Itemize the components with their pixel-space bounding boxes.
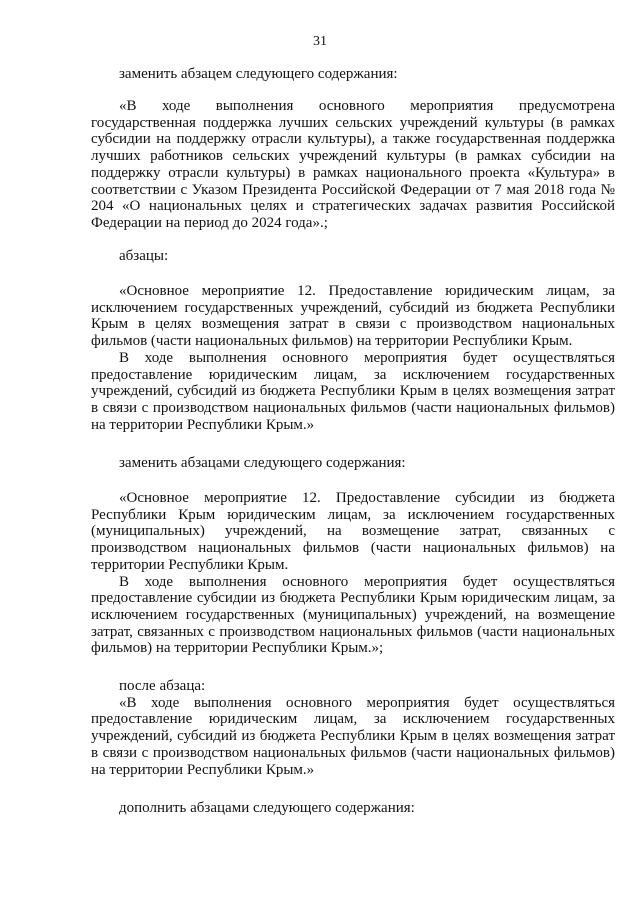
paragraph-instruction: дополнить абзацами следующего содержания:	[119, 800, 415, 816]
quoted-block-culture	[91, 98, 615, 232]
paragraph-instruction: заменить абзацем следующего содержания:	[119, 66, 398, 82]
page-number: 31	[313, 34, 327, 49]
paragraph-measure-execution-old: В ходе выполнения основного мероприятия будет осуществляться предоставление юридическим лицам, за исключением государственных учреждений, субсидий из бюджета Республики Крым в целях возмещения затрат в связи с производством национальных фильмов (части национальных фильмов) на территории Республики Крым.»	[91, 349, 615, 433]
instruction-supplement	[91, 800, 615, 817]
paragraph-measure-12-new: «Основное мероприятие 12. Предоставление субсидии из бюджета Республики Крым юридическим лицам, за исключением государственных (муниципальных) учреждений, на возмещение затрат, связанных с производством национальных фильмов (части национальных фильмов) на территории Республики Крым.	[91, 490, 615, 573]
paragraph-measure-execution-ref: «В ходе выполнения основного мероприятия будет осуществляться предоставление юридическим лицам, за исключением государственных учреждений, субсидий из бюджета Республики Крым в целях возмещения затрат в связи с производством национальных фильмов (части национальных фильмов) на территории Республики Крым.»	[91, 694, 615, 778]
paragraph-measure-execution-new: В ходе выполнения основного мероприятия будет осуществляться предоставление субсидии из бюджета Республики Крым юридическим лицам, за исключением государственных (муниципальных) учреждений, на возмещение затрат, связанных с производством национальных фильмов (части национальных фильмов) на территории Республики Крым.»;	[91, 573, 615, 657]
quoted-block-after-paragraph	[91, 678, 615, 778]
paragraph-instruction: заменить абзацами следующего содержания:	[119, 455, 406, 471]
paragraph-measure-12-old: «Основное мероприятие 12. Предоставление юридическим лицам, за исключением государственных учреждений, субсидий из бюджета Республики Крым в целях возмещения затрат в связи с производством национальных фильмов (части национальных фильмов) на территории Республики Крым.	[91, 283, 615, 350]
instruction-replace-paragraph	[91, 66, 615, 83]
paragraph-instruction: абзацы:	[119, 248, 169, 264]
quoted-block-new-measure	[91, 490, 615, 657]
instruction-paragraphs	[91, 248, 615, 265]
quoted-block-old-measure	[91, 283, 615, 433]
paragraph-instruction: после абзаца:	[119, 678, 206, 694]
paragraph-culture-support: «В ходе выполнения основного мероприятия предусмотрена государственная поддержка лучших сельских учреждений культуры (в рамках субсидии на поддержку отрасли культуры), а также государственная поддержка лучших работников сельских учреждений культуры (в рамках субсидии на поддержку отрасли культуры) в рамках национального проекта «Культура» в соответствии с Указом Президента Российской Федерации от 7 мая 2018 года № 204 «О национальных целях и стратегических задачах развития Российской Федерации на период до 2024 года».;	[91, 98, 615, 231]
instruction-replace-paragraphs	[91, 455, 615, 472]
